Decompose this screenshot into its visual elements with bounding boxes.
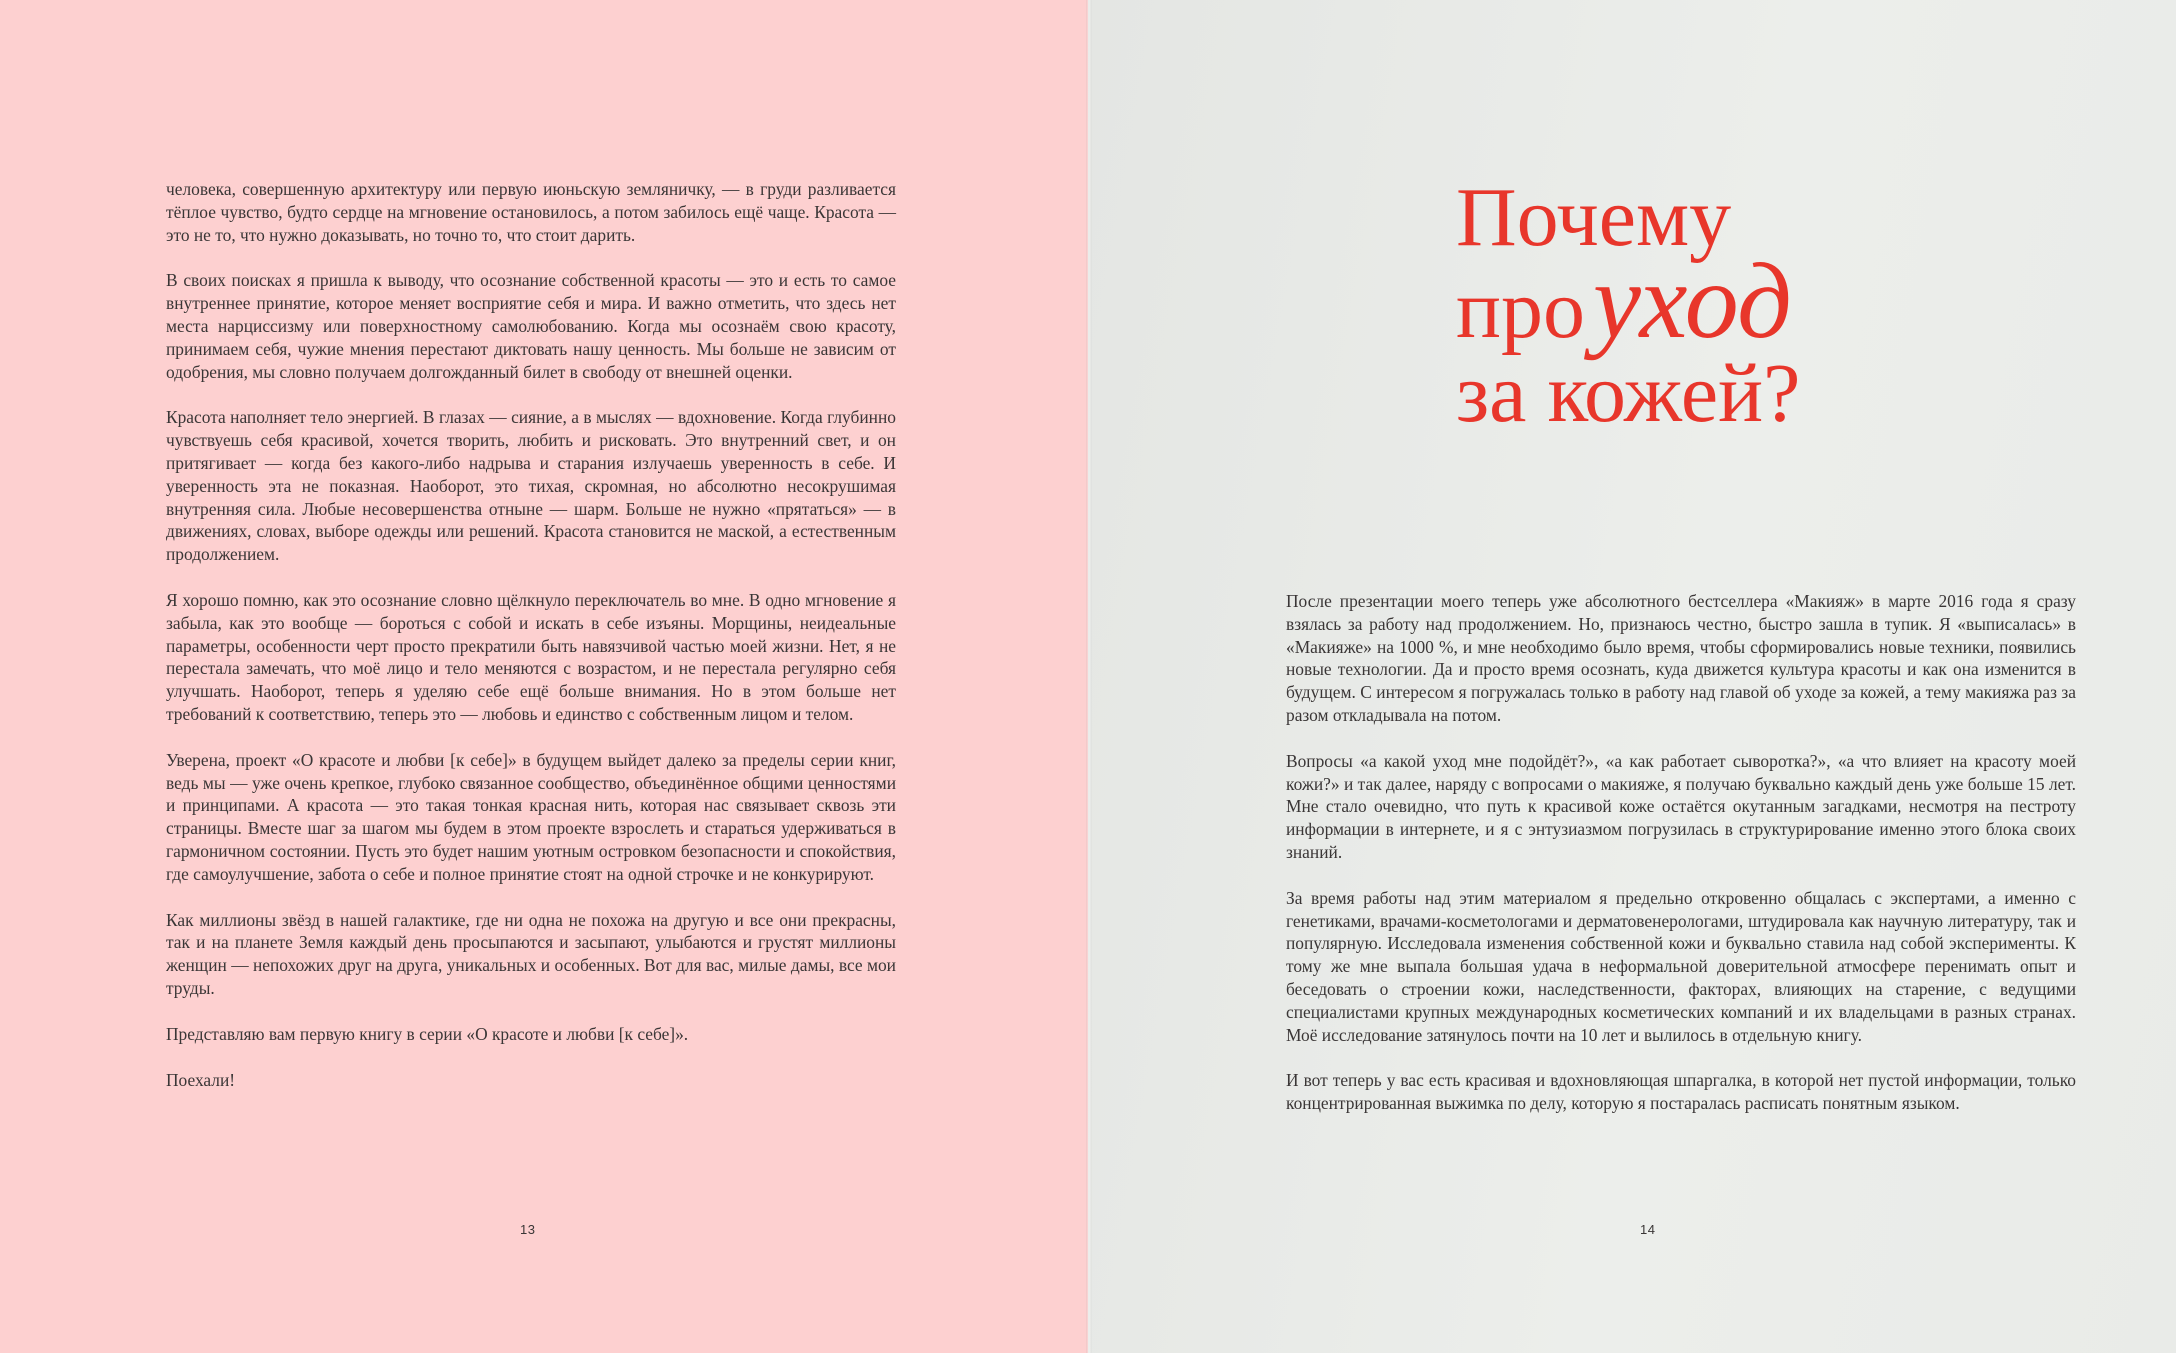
page-number-left: 13 [520, 1222, 536, 1237]
title-line-1: Почему [1456, 171, 1732, 264]
left-page-body [166, 178, 896, 1114]
left-paragraph: Поехали! [166, 1069, 236, 1090]
right-page-body [1286, 590, 2076, 1138]
left-paragraph: Я хорошо помню, как это осознание словно щёлкнуло переключатель во мне. В одно мгновение я забыла, как это вообще — бороться с собой и искать в себе изъяны. Морщины, неидеальные параметры, особенности черт просто прекратили быть навязчивой частью моей жизни. Нет, я не перестала замечать, что моё лицо и тело меняются с возрастом, и не перестала регулярно себя улучшать. Наоборот, теперь я уделяю себе ещё больше внимания. Но в этом больше нет требований к соответствию, теперь это — любовь и единство с собственным лицом и телом. [166, 589, 896, 724]
title-line-2-prefix: про [1456, 263, 1585, 356]
right-paragraph: Вопросы «а какой уход мне подойдёт?», «а как работает сыворотка?», «а что влияет на красоту моей кожи?» и так далее, наряду с вопросами о макияже, я получаю буквально каждый день уже больше 15 лет. Мне стало очевидно, что путь к красивой коже остаётся окутанным загадками, несмотря на пестроту информации в интернете, и я с энтузиазмом погрузилась в структурирование именно этого блока своих знаний. [1286, 750, 2076, 862]
title-line-3: за кожей? [1456, 347, 1801, 440]
book-gutter [1086, 0, 1092, 1353]
title-line-2 [1456, 242, 2056, 361]
left-paragraph: человека, совершенную архитектуру или первую июньскую земляничку, — в груди разливается тёплое чувство, будто сердце на мгновение остановилось, а потом забилось ещё чаще. Красота — это не то, что нужно доказывать, но точно то, что стоит дарить. [166, 179, 896, 245]
left-paragraph: Красота наполняет тело энергией. В глазах — сияние, а в мыслях — вдохновение. Когда глубинно чувствуешь себя красивой, хочется творить, любить и рисковать. Это внутренний свет, и он притягивает — когда без какого-либо надрыва и старания излучаешь уверенность в себе. И уверенность эта не показная. Наоборот, это тихая, скромная, но абсолютно несокрушимая внутренняя сила. Любые несовершенства отныне — шарм. Больше не нужно «прятаться» — в движениях, словах, выборе одежды или решений. Красота становится не маской, а естественным продолжением. [166, 407, 896, 565]
chapter-title [1456, 171, 2056, 440]
right-paragraph: За время работы над этим материалом я предельно откровенно общалась с экспертами, а именно с генетиками, врачами-косметологами и дерматовенерологами, штудировала как научную литературу, так и популярную. Исследовала изменения собственной кожи и буквально ставила над собой эксперименты. К тому же мне выпала большая удача в неформальной доверительной атмосфере перенимать опыт и беседовать о строении кожи, наследственности, факторах, влияющих на старение, с ведущими специалистами крупных международных косметических компаний и их владельцами в разных странах. Моё исследование затянулось почти на 10 лет и вылилось в отдельную книгу. [1286, 887, 2076, 1045]
right-paragraph: После презентации моего теперь уже абсолютного бестселлера «Макияж» в марте 2016 года я сразу взялась за работу над продолжением. Но, признаюсь честно, быстро зашла в тупик. Я «выписалась» в «Макияже» на 1000 %, и мне необходимо было время, чтобы сформировались новые техники, появились новые технологии. Да и просто время осознать, куда движется культура красоты и как она изменится в будущем. С интересом я погружалась только в работу над главой об уходе за кожей, а тему макияжа раз за разом откладывала на потом. [1286, 591, 2076, 725]
left-paragraph: Как миллионы звёзд в нашей галактике, где ни одна не похожа на другую и все они прекрасны, так и на планете Земля каждый день просыпаются и засыпают, улыбаются и грустят миллионы женщин — непохожих друг на друга, уникальных и особенных. Вот для вас, милые дамы, все мои труды. [166, 909, 896, 998]
page-number-right: 14 [1640, 1222, 1656, 1237]
left-paragraph: В своих поисках я пришла к выводу, что осознание собственной красоты — это и есть то самое внутреннее принятие, которое меняет восприятие себя и мира. И важно отметить, что здесь нет места нарциссизму или поверхностному самолюбованию. Когда мы осознаём свою красоту, принимаем себя, чужие мнения перестают диктовать нашу ценность. Мы больше не зависим от одобрения, мы словно получаем долгожданный билет в свободу от внешней оценки. [166, 270, 896, 382]
left-paragraph: Представляю вам первую книгу в серии «О красоте и любви [к себе]». [166, 1023, 689, 1044]
title-line-2-accent: уход [1592, 242, 1792, 361]
right-paragraph: И вот теперь у вас есть красивая и вдохновляющая шпаргалка, в которой нет пустой информации, только концентрированная выжимка по делу, которую я постаралась расписать понятным языком. [1286, 1070, 2076, 1114]
left-paragraph: Уверена, проект «О красоте и любви [к себе]» в будущем выйдет далеко за пределы серии книг, ведь мы — уже очень крепкое, глубоко связанное сообщество, объединённое общими ценностями и принципами. А красота — это такая тонкая красная нить, которая нас связывает сквозь эти страницы. Вместе шаг за шагом мы будем в этом проекте взрослеть и стараться удерживаться в гармоничном состоянии. Пусть это будет нашим уютным островком безопасности и спокойствия, где самоулучшение, забота о себе и полное принятие стоят на одной строчке и не конкурируют. [166, 749, 896, 884]
